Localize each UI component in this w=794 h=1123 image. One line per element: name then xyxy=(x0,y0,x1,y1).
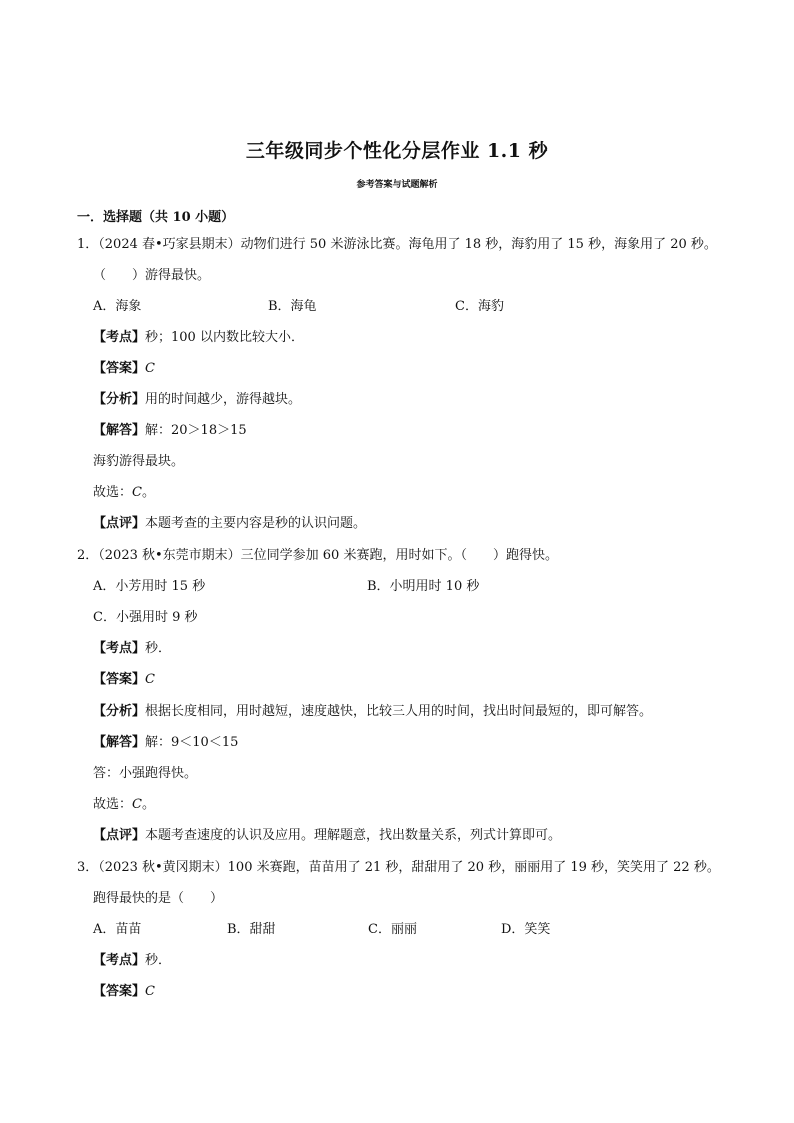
question-2-choice xyxy=(93,797,155,813)
choice-label: 故选： xyxy=(93,797,133,812)
question-2-answer xyxy=(93,672,155,688)
answer-value: C xyxy=(145,672,155,687)
question-2-stem: 2．（2023 秋•东莞市期末）三位同学参加 60 米赛跑，用时如下。（ ）跑得快。 xyxy=(77,548,558,563)
question-1-kaodian xyxy=(93,330,304,346)
question-1-choice xyxy=(93,485,155,501)
page-title: 三年级同步个性化分层作业 1.1 秒 xyxy=(245,140,549,162)
question-1-fenxi xyxy=(93,392,301,408)
dianping-text: 本题考查速度的认识及应用。理解题意，找出数量关系，列式计算即可。 xyxy=(145,828,562,843)
fenxi-text: 根据长度相同，用时越短，速度越快，比较三人用的时间，找出时间最短的，即可解答。 xyxy=(145,704,653,719)
question-1-option-b: B．海龟 xyxy=(268,299,317,314)
kaodian-text: 秒；100 以内数比较大小． xyxy=(145,330,304,345)
question-3-stem: 3．（2023 秋•黄冈期末）100 米赛跑，苗苗用了 21 秒，甜甜用了 20 秒，丽丽用了 19 秒，笑笑用了 22 秒。 xyxy=(77,860,720,875)
page-subtitle: 参考答案与试题解析 xyxy=(356,180,438,190)
kaodian-tag: 【考点】 xyxy=(93,330,146,345)
question-1-option-c: C．海豹 xyxy=(455,299,504,314)
dianping-text: 本题考查的主要内容是秒的认识问题。 xyxy=(145,516,367,531)
question-1-stem-continued: （ ）游得最快。 xyxy=(93,268,211,283)
answer-tag: 【答案】 xyxy=(93,984,146,999)
jieda-tag: 【解答】 xyxy=(93,423,146,438)
choice-end: 。 xyxy=(141,797,155,812)
question-2-fenxi xyxy=(93,704,652,720)
question-2-option-b: B．小明用时 10 秒 xyxy=(367,579,480,594)
question-1-option-a: A．海象 xyxy=(93,299,142,314)
kaodian-text: 秒． xyxy=(145,641,172,656)
answer-value: C xyxy=(145,361,155,376)
question-1-dianping xyxy=(93,516,366,532)
dianping-tag: 【点评】 xyxy=(93,516,146,531)
answer-tag: 【答案】 xyxy=(93,361,146,376)
question-1-conclusion: 海豹游得最块。 xyxy=(93,454,185,469)
answer-tag: 【答案】 xyxy=(93,672,146,687)
question-1-stem: 1．（2024 春•巧家县期末）动物们进行 50 米游泳比赛。海龟用了 18 秒，海豹用了 15 秒，海象用了 20 秒。 xyxy=(77,237,717,252)
question-3-option-d: D．笑笑 xyxy=(501,922,551,937)
jieda-text: 解：20＞18＞15 xyxy=(145,423,247,438)
choice-label: 故选： xyxy=(93,485,133,500)
question-2-conclusion: 答：小强跑得快。 xyxy=(93,766,198,781)
kaodian-tag: 【考点】 xyxy=(93,641,146,656)
question-3-stem-continued: 跑得最快的是（ ） xyxy=(93,891,224,906)
question-2-option-a: A．小芳用时 15 秒 xyxy=(93,579,206,594)
question-1-jieda xyxy=(93,423,247,439)
question-3-option-a: A．苗苗 xyxy=(93,922,142,937)
kaodian-text: 秒． xyxy=(145,953,172,968)
question-2-dianping xyxy=(93,828,561,844)
fenxi-tag: 【分析】 xyxy=(93,392,146,407)
question-3-kaodian xyxy=(93,953,171,969)
choice-value: C xyxy=(132,797,142,812)
question-3-option-c: C．丽丽 xyxy=(368,922,417,937)
question-3-answer xyxy=(93,984,155,1000)
question-2-jieda xyxy=(93,735,238,751)
question-2-option-c: C．小强用时 9 秒 xyxy=(93,610,198,625)
section-heading: 一．选择题（共 10 小题） xyxy=(77,210,235,225)
choice-end: 。 xyxy=(141,485,155,500)
question-3-option-b: B．甜甜 xyxy=(227,922,276,937)
fenxi-text: 用的时间越少，游得越块。 xyxy=(145,392,302,407)
answer-value: C xyxy=(145,984,155,999)
dianping-tag: 【点评】 xyxy=(93,828,146,843)
kaodian-tag: 【考点】 xyxy=(93,953,146,968)
jieda-text: 解：9＜10＜15 xyxy=(145,735,239,750)
choice-value: C xyxy=(132,485,142,500)
fenxi-tag: 【分析】 xyxy=(93,704,146,719)
jieda-tag: 【解答】 xyxy=(93,735,146,750)
question-2-kaodian xyxy=(93,641,171,657)
question-1-answer xyxy=(93,361,155,377)
